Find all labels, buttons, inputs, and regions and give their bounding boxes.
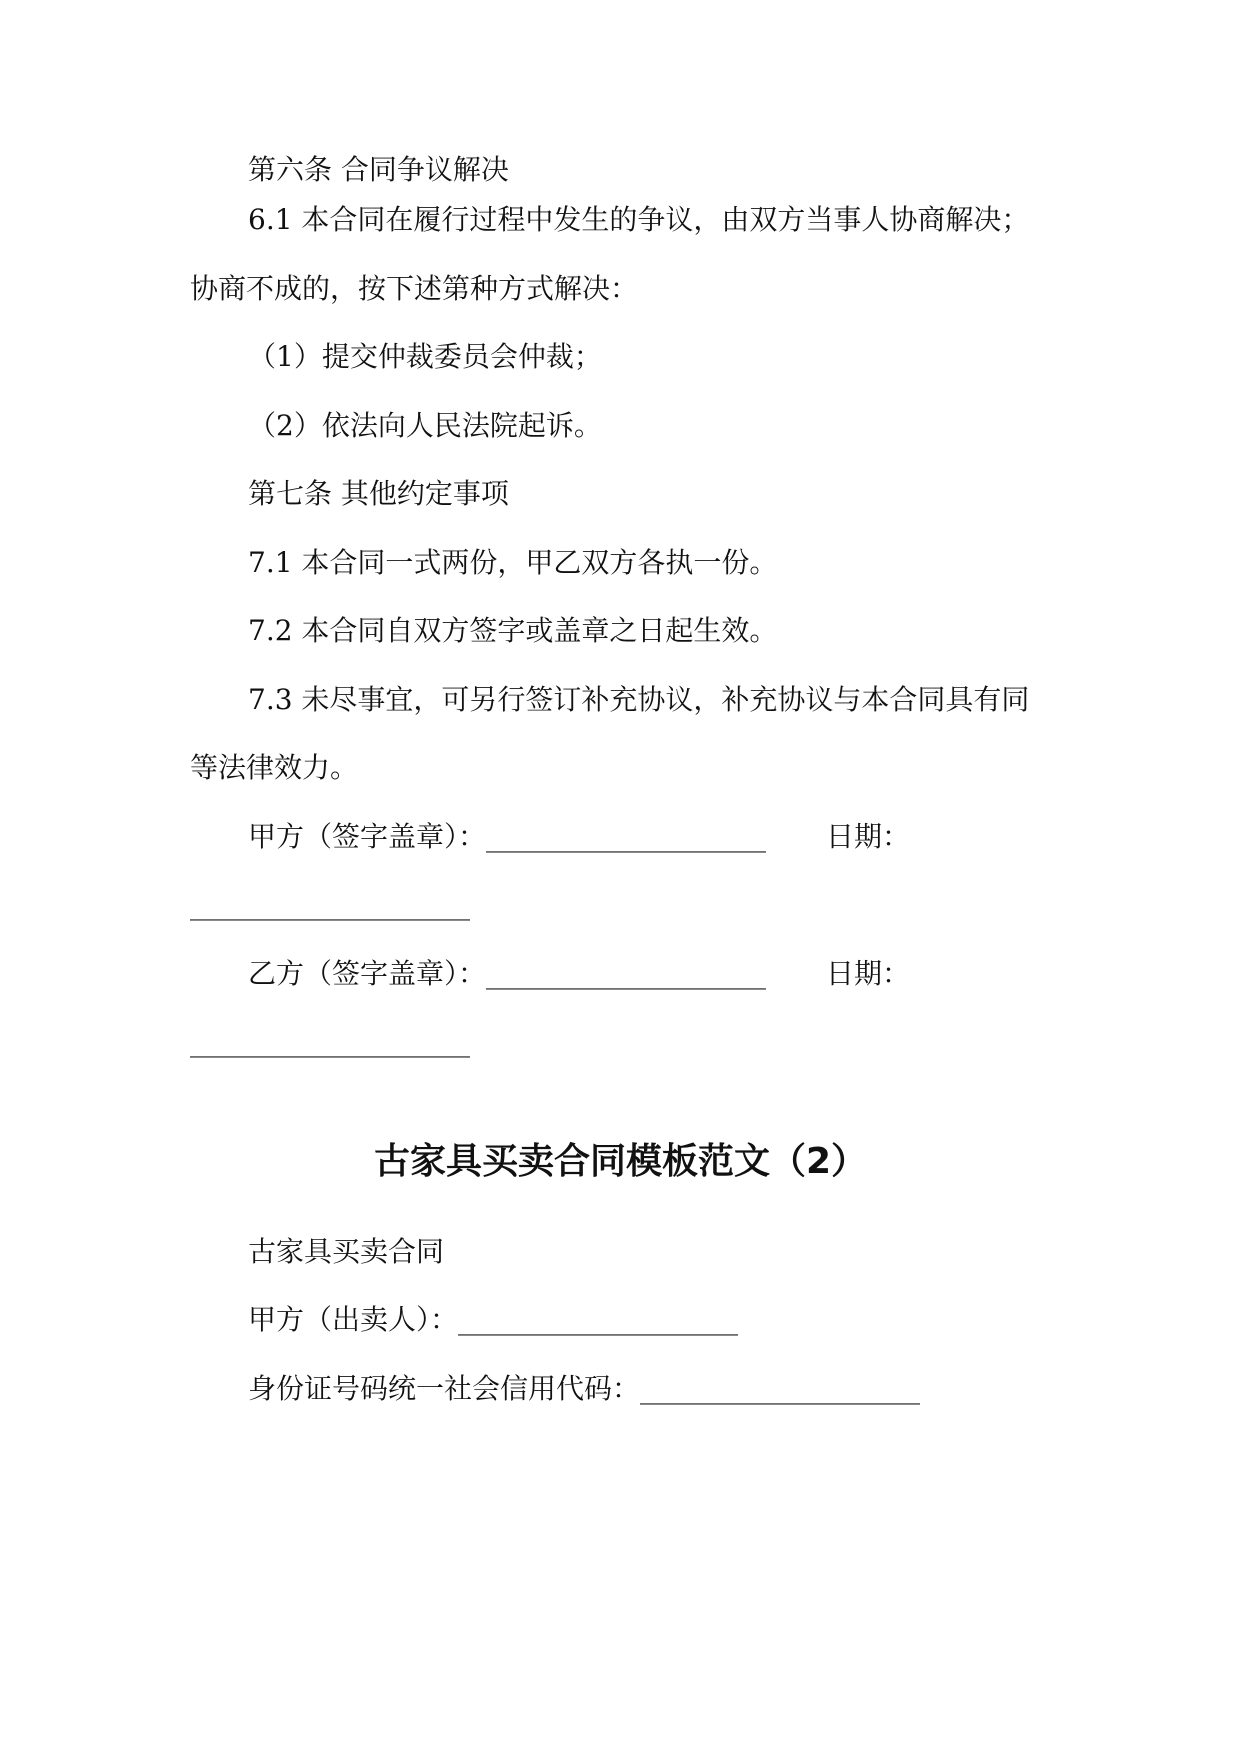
party-b-signature-line bbox=[190, 954, 1108, 994]
party-b-date-label: 日期： bbox=[826, 957, 911, 990]
section-2-title: 古家具买卖合同模板范文（2） bbox=[373, 1141, 868, 1182]
id-number-line: 身份证号码统一社会信用代码：____________________ bbox=[248, 1372, 921, 1405]
contract-name: 古家具买卖合同 bbox=[248, 1235, 445, 1268]
clause-7-3-line-1: 7.3 未尽事宜，可另行签订补充协议，补充协议与本合同具有同 bbox=[248, 683, 1030, 716]
party-a-date-blank: ____________________ bbox=[190, 888, 470, 921]
clause-6-1-line-2: 协商不成的，按下述第种方式解决： bbox=[190, 272, 639, 305]
article-7-heading: 第七条 其他约定事项 bbox=[248, 477, 509, 510]
clause-7-3-line-2: 等法律效力。 bbox=[190, 751, 359, 784]
party-a-seller-line: 甲方（出卖人）：____________________ bbox=[248, 1303, 739, 1336]
clause-6-1-line-1: 6.1 本合同在履行过程中发生的争议，由双方当事人协商解决； bbox=[248, 203, 1030, 236]
clause-option-1: （1）提交仲裁委员会仲裁； bbox=[248, 340, 602, 373]
clause-7-2: 7.2 本合同自双方签字或盖章之日起生效。 bbox=[248, 614, 778, 647]
party-a-signature-label: 甲方（签字盖章）：____________________ bbox=[248, 820, 767, 853]
party-b-signature-label: 乙方（签字盖章）：____________________ bbox=[248, 957, 767, 990]
article-6-heading: 第六条 合同争议解决 bbox=[248, 153, 509, 186]
party-a-signature-line bbox=[190, 817, 1108, 857]
party-b-date-blank: ____________________ bbox=[190, 1025, 470, 1058]
clause-option-2: （2）依法向人民法院起诉。 bbox=[248, 409, 602, 442]
clause-7-1: 7.1 本合同一式两份，甲乙双方各执一份。 bbox=[248, 546, 778, 579]
party-a-date-label: 日期： bbox=[826, 820, 911, 853]
